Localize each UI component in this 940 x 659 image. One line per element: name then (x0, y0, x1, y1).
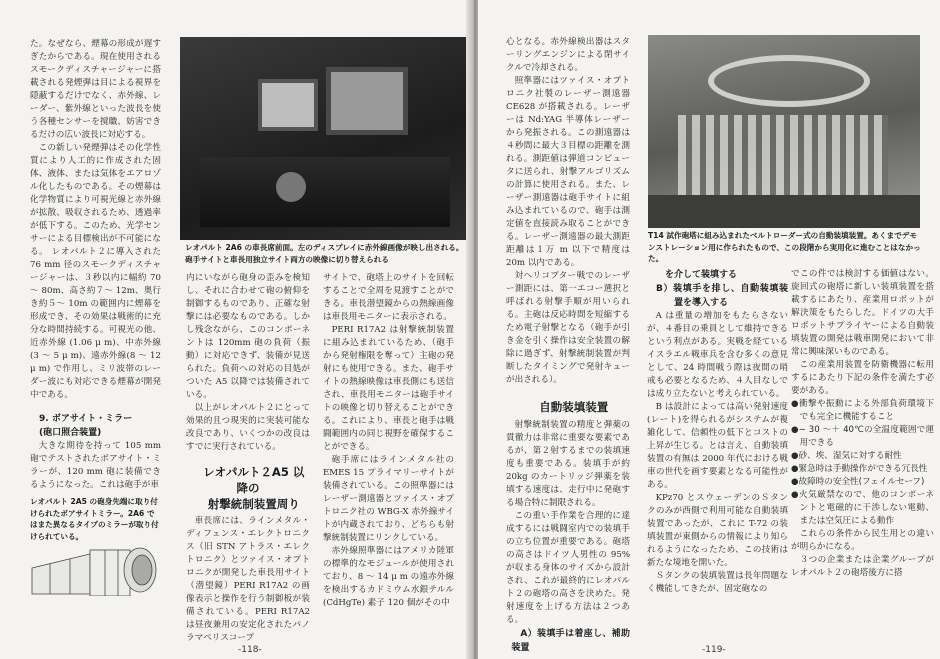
section-heading-line2: 射撃統制装置周り (207, 497, 300, 511)
left-col-2 (186, 272, 310, 645)
section-heading: 自動装填装置 (539, 400, 609, 414)
paragraph: 砲手席にはラインメタル社の EMES 15 プライマリーサイトが装備されている。この照準器にはレーザー測遠器とツァイス・オプトロニク社の WBG-X 赤外線サイトが内蔵されており、どちらも射撃統制装置にリンクしている。 (323, 455, 454, 543)
paragraph: A は重量の増加をもたらさないが、４番目の乗員として維持できるという利点がある。実戦を経ているイスラエル戦車兵を含む多くの意見として、24 時間戦う際は夜間の哨戒も必要となるため、４人目なしでは成り立たないと考えられている。 (647, 311, 788, 399)
option-a-continued: を介して装填する (665, 270, 738, 280)
boresight-mirror-illustration (30, 546, 161, 596)
paragraph: でこの件では検討する価値はない。旋回式の砲塔に新しい装填装置を搭載するにあたり、産業用ロボットが解決策をもたらした。ドイツの大手ロボットサプライヤーによる自動装填装置の開発は戦車開発において非常に興味深いものである。 (791, 269, 934, 357)
paragraph: 射撃統制装置の精度と弾薬の貫徹力は非常に重要な要素であるが、第２射するまでの装填速度も重要である。装填手が約 20kg のカートリッジ弾薬を装填する速度は、走行中に発砲する場合特に制限される。 (506, 420, 630, 508)
photo-caption: レオパルト 2A6 の車長席前面。左のディスプレイに赤外線画像が映し出される。砲手サイトと車長用独立サイト両方の映像に切り替えられる (185, 243, 464, 264)
section-heading: 9. ボアサイト・ミラー (39, 414, 133, 424)
paragraph: た。なぜなら、煙幕の形成が遅すぎたからである。現在使用されるスモークディスチャージャーに搭載される発煙弾は目による視界を隠蔽するだけでなく、赤外線、レーダー、紫外線といった波長を使う各種センサーを撹職、妨害できるだけの広い波長に対応する。 (30, 39, 161, 140)
requirement-item: ●故障時の安全性(フェイルセーフ) (791, 477, 925, 487)
paragraph: この新しい発煙弾はその化学性質により人工的に作成された固体、液体、または気体をエアロゾル化したものである。その煙幕は化学物質により可視光線と赤外線が拡散、吸収されるため、透過率が低下する。このため、光学センサーによる目標検出が不可能になる。 レオパルト２に導入された 76 mm 径のスモークディスチャージャーは、３秒以内に幅約 70 ～ 80m、高さ約７～ 12m、奥行き約５～ 10m の範囲内に煙幕を形成でき、その効果は戦術的に充分な時間持続する。可視光の他、近赤外線 (1.06 μ m)、中赤外線 (3 ～ 5 μ m)、遠赤外線(8 ～ 12 μ m) で作用し、ミリ波帯のレーダー波にも対応できる煙幕が開発中である。 (30, 143, 161, 400)
section-heading: レオパルト２A5 以降の (203, 465, 305, 495)
paragraph: 心となる。赤外線検出器はスターリングエンジンによる閉サイクルで冷却される。 (506, 37, 630, 73)
commander-station-photo (180, 37, 470, 240)
left-col-3 (323, 272, 454, 610)
paragraph: サイトで、砲塔上のサイトを回転することで全周を見渡すことができる。車長潜望鏡からの熱線画像は車長用モニターに表示される。 (323, 273, 454, 322)
section-subheading: (砲口照合装置) (39, 428, 102, 438)
requirement-item: ●砂、埃、湿気に対する耐性 (791, 451, 902, 461)
option-a: A）装填手は着座し、補助装置 (511, 629, 630, 653)
paragraph: 対ヘリコプター戦でのレーザー測距には、第一エコー選択と呼ばれる射撃手順が用いられる。主砲は反応時間を短縮するため電子射撃となる（砲手が引き金を引く操作は安全装置の解除に過ぎず、射撃統制装置が判断したタイミングで発射キューが出される）。 (506, 271, 630, 385)
paragraph: この重い手作業を合理的に達成するには戦闘室内での装填手の立ち位置が重要である。砲塔の高さはドイツ人男性の 95%が収まる身体のサイズから設計され、これが最終的にレオパルト２の砲塔の高さを決めた。発射速度を上げる方法は２つある。 (506, 511, 630, 625)
paragraph: 照準器にはツァイス・オプトロニク社製のレーザー測遠器 CE628 が搭載される。レーザーは Nd:YAG 半導体レーザーから発振される。この測遠器は４秒間に最大３目標の距離を測れる。測距値は弾道コンピュータに送られ、射撃アルゴリズムの計算に使用される。また、レーザー測遠器は砲手サイトに組み込まれているので、砲手は測定値を直接読み取ることができる。レーザー測遠器の最大測距距離は１万 m 以下で精度は 20m 以内である。 (506, 76, 630, 268)
right-col-2 (647, 268, 788, 596)
paragraph: 大きな期待を持って 105 mm 砲でテストされたボアサイト・ミラーが、120 mm 砲に装備できるようになった。これは砲手が車 (30, 441, 161, 490)
paragraph: ３つの企業または企業グループがレオパルト２の砲塔後方に搭 (791, 555, 934, 578)
paragraph: これらの条件から民生用との違いが明らかになる。 (791, 529, 934, 552)
paragraph: PERI R17A2 は射撃統制装置に組み込まれているため、（砲手から発射権限を奪って）主砲の発射にも使用できる。また、砲手サイトの熱線映像は車長側にも送信され、車長用モニターは砲手サイトの映像と切り替えることができる。これにより、車長と砲手は戦闘範囲内の同じ視野を確保することができる。 (323, 325, 454, 452)
paragraph: この産業用装置を防衛機器に転用するにあたり下記の条件を満たす必要がある。 (791, 360, 934, 396)
paragraph: B は設計によっては高い発射速度(レート)を得られるがシステムが複雑化して、信頼性の低下とコストの上昇が生じる。とは言え、自動装填装置の有無は 2000 年代における戦車の世代を画す要素となる可能性がある。 (647, 402, 788, 490)
left-col-1 (30, 38, 161, 596)
page-number: -118- (238, 645, 262, 655)
right-col-1 (506, 36, 630, 655)
photo-caption: T14 試作砲塔に組み込まれたベルトローダー式の自動装填装置。あくまでデモンストレーション用に作られたもので、この段階から実用化に進むことはなかった。 (648, 231, 921, 263)
paragraph: 内にいながら砲身の歪みを検知し、それに合わせて砲の俯仰を制御するものであり、正確な射撃には必要なものである。しかし残念ながら、このコンポーネントは 120mm 砲の負荷（振動）に対応できず、装備が見送られた。負荷への対応の目処がついた A5 以降では装備されている。 (186, 273, 310, 400)
paragraph: KPz70 とスウェーデンのＳタンクのみが西側で利用可能な自動装填装置であったが、これに T-72 の装填装置が東側からの情報により知られるようになったため、この技術は新たな境地を開いた。 (647, 493, 788, 568)
paragraph: 車長席には、ラインメタル・ディフェンス・エレクトロニクス（旧 STN アトラス・エレクトロニク）とツァイス・オプトロニクが開発した車長用サイト（潜望鏡）PERI R17A2 の画像表示と操作を行う制御板が装備されている。PERI R17A2 は昼夜兼用の安定化されたパノラマペリスコープ (186, 516, 310, 643)
option-b: B）装填手を排し、自動装填装置を導入する (656, 284, 788, 308)
requirement-item: ●火気厳禁なので、他のコンポーネントと電磁的に干渉しない電動、または空気圧による動作 (791, 490, 934, 526)
paragraph: 以上がレオパルト２にとって効果的且つ現実的に実装可能な改良であり、いくつかの改良はすでに実行されている。 (186, 403, 310, 452)
right-col-3 (791, 268, 934, 580)
paragraph: 赤外線照準器にはアメリカ陸軍の標準的なモジュールが使用されており、8 ～ 14 μ m の遠赤外線を検出するカドミウム水銀テルル (CdHgTe) 素子 120 個がその中 (323, 546, 454, 608)
requirement-item: ●緊急時は手動操作ができる冗長性 (791, 464, 928, 474)
right-page (478, 0, 940, 659)
autoloader-photo (648, 35, 920, 228)
infrared-display (258, 79, 318, 131)
paragraph: Ｓタンクの装填装置は長年問題なく機能してきたが、固定砲なの (647, 571, 788, 594)
requirement-item: ●− 30 ～＋ 40℃の全温度範囲で運用できる (791, 425, 934, 448)
requirement-item: ●衝撃や振動による外部負荷環境下でも完全に機能すること (791, 399, 934, 422)
control-panel-display (326, 67, 408, 135)
page-number: -119- (702, 645, 726, 655)
mirror-caption: レオパルト 2A5 の砲身先端に取り付けられたボアサイトミラー。2A6 ではまた異なるタイプのミラーが取り付けられている。 (30, 497, 159, 541)
